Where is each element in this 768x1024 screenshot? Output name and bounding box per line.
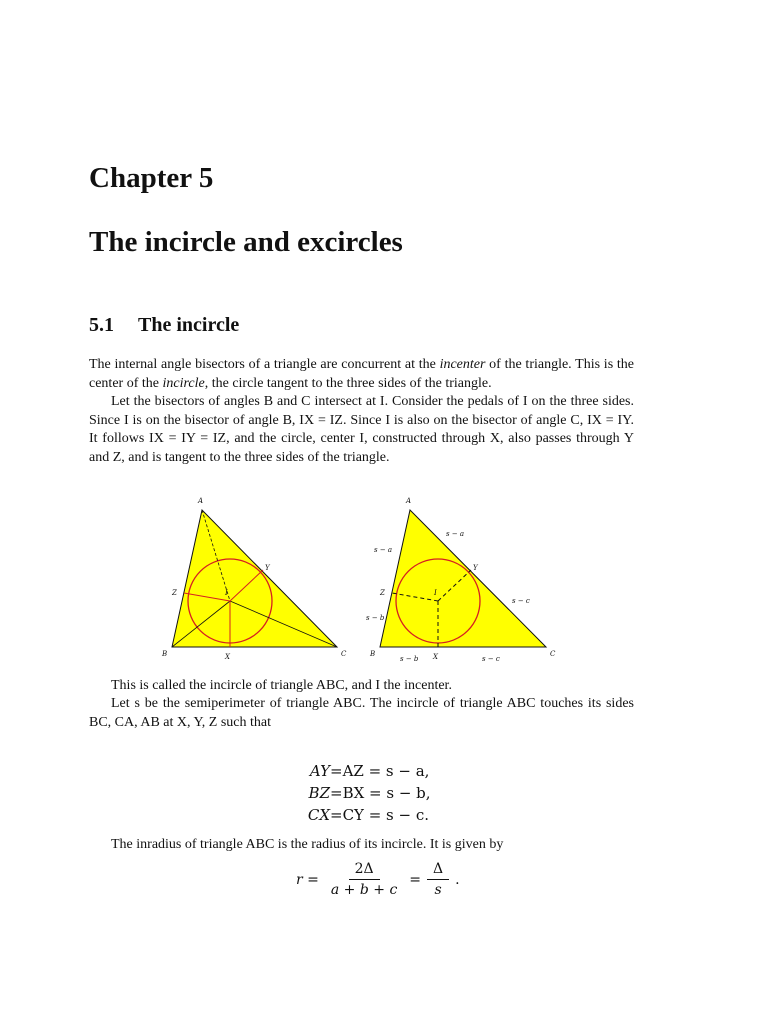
equation-lhs: AY xyxy=(309,762,330,780)
section-number: 5.1 xyxy=(89,314,114,336)
section-title: The incircle xyxy=(138,314,240,336)
chapter-label: Chapter 5 xyxy=(89,162,214,194)
fraction-2-numerator: Δ xyxy=(427,861,449,880)
paragraph-intro xyxy=(89,356,634,393)
paragraph-bisectors: Let the bisectors of angles B and C intersect at I. Consider the pedals of I on the three sides. Since I is on the bisector of angle B, IX = IZ. Since I is also on the bisector of angle C, IX = IY. It follows IX = IY = IZ, and the circle, center I, constructed through X, also passes through Y and Z, and is tangent to the three sides of the triangle. xyxy=(89,394,634,465)
formula-lhs: r = xyxy=(296,871,319,888)
fraction-2 xyxy=(427,861,449,898)
right-label-x: X xyxy=(433,653,438,661)
fraction-1-denominator: a + b + c xyxy=(330,882,398,898)
equation-rhs: =CY = s − c. xyxy=(330,806,430,824)
equation-rhs: =BX = s − b, xyxy=(330,784,431,802)
right-label-b: B xyxy=(370,650,376,658)
right-label-sc-right: s − c xyxy=(512,597,530,605)
equation-row xyxy=(300,804,431,826)
right-label-i: I xyxy=(434,589,437,597)
fraction-1 xyxy=(325,861,403,898)
text-run: , the circle tangent to the three sides of the triangle. xyxy=(204,375,492,391)
right-label-sb-left: s − b xyxy=(366,614,385,622)
figure-svg xyxy=(150,492,570,667)
text-run: The internal angle bisectors of a triangle are concurrent at the xyxy=(89,357,440,372)
left-label-c: C xyxy=(341,650,347,658)
equation-lhs: BZ xyxy=(308,784,330,802)
left-label-a: A xyxy=(198,497,204,505)
right-label-sa-right: s − a xyxy=(446,530,465,538)
left-label-b: B xyxy=(162,650,168,658)
fraction-1-numerator: 2Δ xyxy=(349,861,380,880)
right-label-c: C xyxy=(550,650,556,658)
formula-equals: = xyxy=(409,871,422,888)
right-label-sc-bottom: s − c xyxy=(482,655,500,663)
inradius-formula xyxy=(296,861,460,898)
formula-period: . xyxy=(455,871,460,888)
left-label-i: I xyxy=(225,589,228,597)
right-label-sb-bottom: s − b xyxy=(400,655,419,663)
tangent-length-equations xyxy=(300,760,431,826)
incircle-figure xyxy=(150,492,570,667)
section-heading xyxy=(89,314,239,337)
right-label-z: Z xyxy=(380,589,385,597)
right-label-sa-left: s − a xyxy=(374,546,393,554)
left-label-x: X xyxy=(225,653,230,661)
chapter-title: The incircle and excircles xyxy=(89,226,403,258)
equation-row xyxy=(300,760,431,782)
equation-lhs: CX xyxy=(307,806,330,824)
paragraph-inradius: The inradius of triangle ABC is the radius of its incircle. It is given by xyxy=(111,837,504,852)
equation-rhs: =AZ = s − a, xyxy=(330,762,430,780)
term-incircle: incircle xyxy=(162,375,205,391)
left-diagram xyxy=(161,497,347,661)
right-label-y: Y xyxy=(473,564,478,572)
right-label-a: A xyxy=(406,497,412,505)
text-run: of the triangle. This is the center of the xyxy=(89,357,634,391)
left-label-z: Z xyxy=(172,589,177,597)
left-label-y: Y xyxy=(265,564,270,572)
paragraph-incircle-name: This is called the incircle of triangle ABC, and I the incenter. xyxy=(111,678,452,693)
right-diagram xyxy=(366,497,556,663)
paragraph-semiperimeter: Let s be the semiperimeter of triangle ABC. The incircle of triangle ABC touches its sides BC, CA, AB at X, Y, Z such that xyxy=(89,696,634,730)
fraction-2-denominator: s xyxy=(434,882,442,898)
term-incenter: incenter xyxy=(439,357,486,372)
equation-row xyxy=(300,782,431,804)
